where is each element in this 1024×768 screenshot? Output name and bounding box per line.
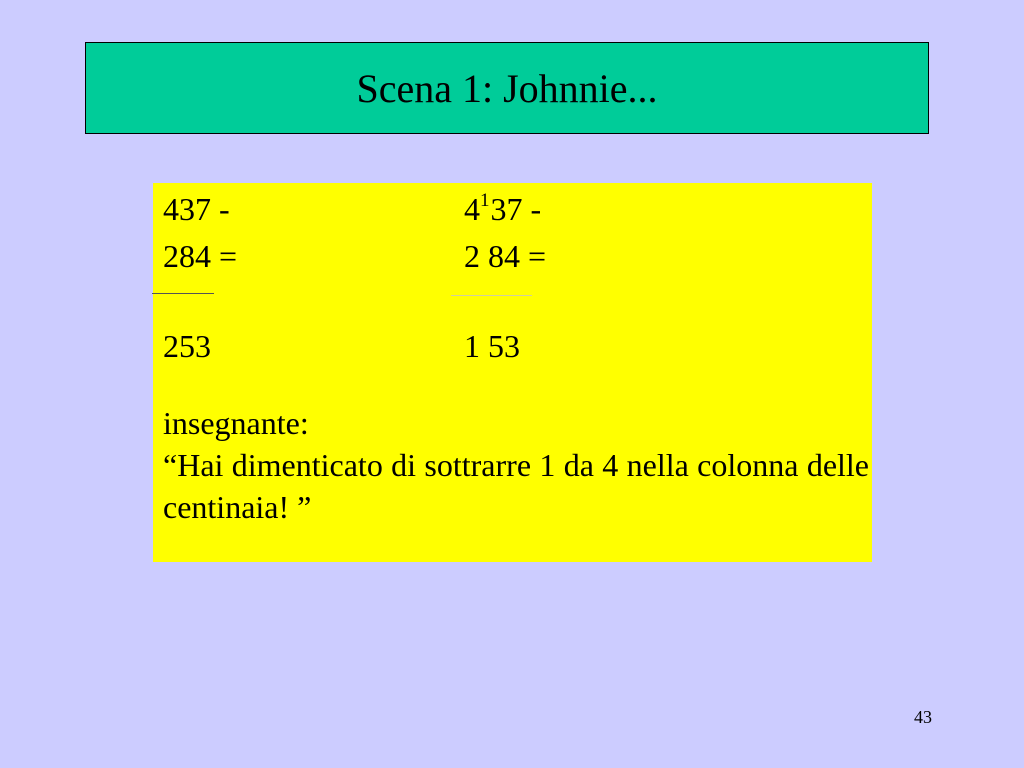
page-number: 43 bbox=[914, 707, 932, 727]
left-result-rule bbox=[152, 293, 214, 294]
right-minuend bbox=[464, 190, 542, 227]
teacher-quote: “Hai dimenticato di sottrarre 1 da 4 nella colonna delle centinaia! ” bbox=[163, 447, 869, 525]
teacher-remark bbox=[163, 402, 869, 528]
slide-title: Scena 1: Johnnie... bbox=[356, 66, 658, 111]
left-subtrahend: 284 = bbox=[163, 238, 238, 274]
teacher-label: insegnante: bbox=[163, 405, 309, 441]
title-box bbox=[85, 42, 929, 134]
left-minuend: 437 - bbox=[163, 191, 230, 227]
right-result: 1 53 bbox=[464, 328, 520, 364]
right-minuend-prefix: 4 bbox=[464, 191, 480, 227]
left-result: 253 bbox=[163, 328, 211, 364]
right-subtrahend: 2 84 = bbox=[464, 238, 547, 274]
borrow-superscript: 1 bbox=[480, 190, 490, 211]
right-minuend-suffix: 37 - bbox=[490, 191, 542, 227]
right-result-rule bbox=[451, 295, 532, 296]
